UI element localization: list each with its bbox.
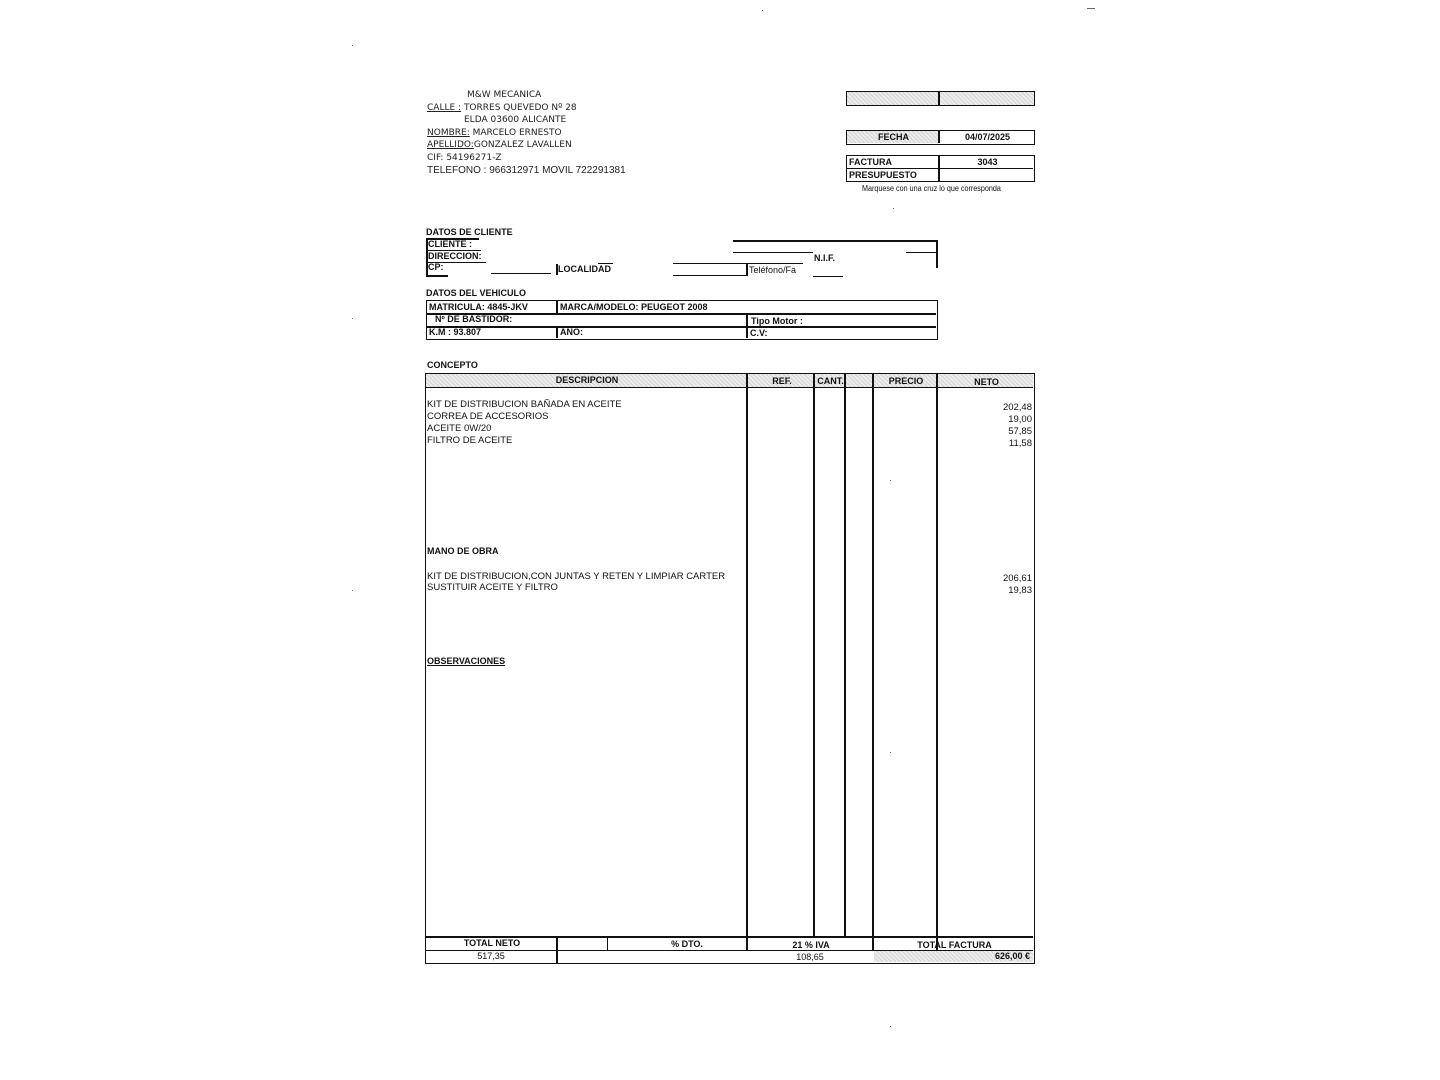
header-cant: CANT. <box>817 376 844 386</box>
cp-label: CP: <box>428 262 444 272</box>
col-divider-precio <box>872 374 874 950</box>
doc-type-note: Marquese con una cruz lo que corresponda <box>862 184 1001 193</box>
totals-divider <box>607 937 608 950</box>
street-label: CALLE : <box>427 102 462 113</box>
client-row-line <box>673 275 747 276</box>
kilometros: K.M : 93.807 <box>429 327 482 337</box>
scan-speck <box>1087 8 1095 9</box>
scan-speck <box>352 45 353 46</box>
header-blank-box <box>846 91 1035 106</box>
issuer-surname-row <box>427 139 727 152</box>
client-row-line <box>906 252 936 253</box>
vehicle-section-title: DATOS DEL VEHICULO <box>426 288 527 298</box>
issuer-street: TORRES QUEVEDO Nº 28 <box>463 102 577 113</box>
list-item: KIT DE DISTRIBUCION BAÑADA EN ACEITE <box>427 399 622 410</box>
header-precio: PRECIO <box>888 376 924 386</box>
labor-title: MANO DE OBRA <box>427 546 499 556</box>
issuer-cif-row <box>427 152 727 165</box>
concepto-section-title: CONCEPTO <box>427 360 478 370</box>
direccion-label: DIRECCION: <box>428 251 482 261</box>
col-divider-blank <box>844 374 846 937</box>
scan-speck <box>890 480 891 481</box>
divider <box>938 92 940 105</box>
labor-neto-list <box>938 573 1032 597</box>
parts-neto-list <box>938 402 1032 450</box>
labor-list <box>427 571 746 593</box>
totals-divider <box>556 937 558 963</box>
presupuesto-label: PRESUPUESTO <box>849 170 917 180</box>
client-section-title: DATOS DE CLIENTE <box>426 227 513 237</box>
factura-label: FACTURA <box>849 157 892 167</box>
client-box-bottom <box>491 273 551 274</box>
telefono-label: Teléfono/Fa <box>749 265 797 275</box>
col-divider-cant <box>813 374 815 937</box>
fecha-value: 04/07/2025 <box>964 132 1011 142</box>
client-row-line <box>733 252 813 253</box>
issuer-street-row <box>427 102 727 115</box>
divider <box>938 156 940 181</box>
parts-list <box>427 399 746 447</box>
client-box-top-right <box>733 240 938 242</box>
header-ref: REF. <box>772 376 792 386</box>
issuer-block <box>427 89 727 178</box>
scan-speck <box>890 1026 891 1027</box>
client-box-right <box>936 240 938 268</box>
header-bottom-line <box>426 387 1033 388</box>
neto-value: 11,58 <box>1008 438 1032 449</box>
col-divider-ref <box>746 374 748 950</box>
issuer-surname: GONZALEZ LAVALLEN <box>473 140 572 150</box>
cliente-label: CLIENTE : <box>428 239 472 249</box>
nif-label: N.I.F. <box>814 254 836 261</box>
scan-speck <box>352 590 353 591</box>
neto-value: 19,00 <box>1008 414 1032 425</box>
cif-label: CIF: <box>427 152 444 163</box>
client-box-bottom <box>426 275 448 277</box>
name-label: NOMBRE: <box>427 127 470 138</box>
neto-value: 19,83 <box>1008 585 1032 596</box>
iva-label: 21 % IVA <box>792 940 830 950</box>
doc-type-box <box>846 155 1035 182</box>
list-item: ACEITE 0W/20 <box>427 423 492 434</box>
scan-speck <box>890 752 891 753</box>
list-item: KIT DE DISTRIBUCION,CON JUNTAS Y RETEN Y LIMPIAR CARTER <box>427 571 726 582</box>
vehicle-box <box>426 300 938 340</box>
neto-value: 57,85 <box>1008 426 1032 437</box>
dto-label: % DTO. <box>671 939 703 949</box>
observaciones-label: OBSERVACIONES <box>427 656 506 666</box>
factura-number: 3043 <box>977 157 998 167</box>
concepto-table <box>425 373 1035 964</box>
anio: AÑO: <box>560 327 583 337</box>
issuer-phone: TELEFONO : 966312971 MOVIL 722291381 <box>427 165 626 176</box>
list-item: FILTRO DE ACEITE <box>427 435 513 446</box>
fecha-box <box>846 130 1035 145</box>
iva-value: 108,65 <box>796 952 824 962</box>
fecha-label: FECHA <box>847 131 938 143</box>
client-row-line <box>813 276 843 277</box>
localidad-label: LOCALIDAD <box>558 264 611 274</box>
scan-speck <box>352 318 353 319</box>
bastidor: Nº DE BASTIDOR: <box>435 314 513 324</box>
total-neto-value: 517,35 <box>477 951 505 961</box>
matricula: MATRICULA: 4845-JKV <box>429 302 528 312</box>
client-row-line <box>673 263 803 264</box>
marca-modelo: MARCA/MODELO: PEUGEOT 2008 <box>560 302 708 312</box>
scan-speck <box>893 208 894 209</box>
issuer-name: M&W MECANICA <box>467 90 542 100</box>
neto-value: 206,61 <box>1002 573 1032 584</box>
issuer-first-name: MARCELO ERNESTO <box>472 127 562 138</box>
col-divider-neto <box>936 374 938 950</box>
issuer-city: ELDA 03600 ALICANTE <box>464 115 567 125</box>
total-factura-value: 626,00 € <box>994 951 1030 961</box>
surname-label: APELLIDO: <box>427 140 474 150</box>
list-item: SUSTITUIR ACEITE Y FILTRO <box>427 582 558 593</box>
total-factura-label: TOTAL FACTURA <box>917 940 992 950</box>
issuer-firstname-row <box>427 127 727 140</box>
neto-value: 202,48 <box>1002 402 1032 413</box>
list-item: CORREA DE ACCESORIOS <box>427 411 549 422</box>
issuer-cif: 54196271-Z <box>446 152 502 163</box>
tipo-motor: Tipo Motor : <box>751 316 803 326</box>
cv: C.V: <box>750 328 768 338</box>
scan-speck <box>762 10 763 11</box>
header-descripcion: DESCRIPCION <box>555 375 619 385</box>
telefono-divider <box>746 264 748 276</box>
header-neto: NETO <box>974 377 999 387</box>
total-neto-label: TOTAL NETO <box>463 938 521 948</box>
